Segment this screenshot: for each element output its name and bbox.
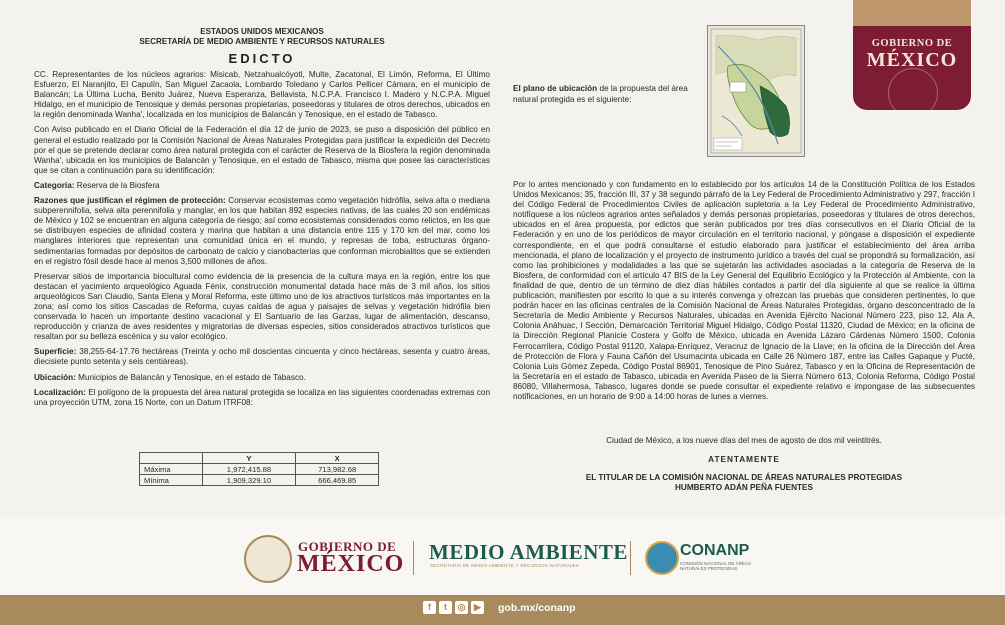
superficie-paragraph xyxy=(34,347,490,367)
footer-conanp-subtitle: COMISIÓN NACIONAL DE ÁREAS NATURALES PROTEGIDAS xyxy=(680,561,751,571)
footer-gobierno-line2: MÉXICO xyxy=(297,551,405,577)
twitter-icon[interactable]: t xyxy=(439,601,452,614)
ubicacion-paragraph xyxy=(34,373,490,383)
notice-paragraph: Con Aviso publicado en el Diario Oficial de la Federación el día 12 de junio de 2023, se puso a disposición del público en general el estudio realizado por la Comisión Nacional de Áreas Naturales Protegidas para justificar la expedición del Decreto por el que se pretende declarar como área natural protegida con el carácter de Reserva de la Biosfera la región denominada Wanha', ubicada en los municipios de Balancán y Tenosique, en el estado de Tabasco, misma que posee las características que se citan a continuación para su identificación: xyxy=(34,125,490,175)
table-cell: 1,909,329.10 xyxy=(202,475,296,486)
table-cell: 1,972,415.88 xyxy=(202,464,296,475)
right-column xyxy=(513,180,975,402)
table-header-cell: X xyxy=(296,453,379,464)
facebook-icon[interactable]: f xyxy=(423,601,436,614)
localizacion-paragraph xyxy=(34,388,490,408)
superficie-label: Superficie: xyxy=(34,347,77,357)
plano-text: de la propuesta del área natural protegida es el siguiente: xyxy=(513,84,688,104)
map-illustration xyxy=(708,26,804,156)
badge-line2: MÉXICO xyxy=(866,49,958,71)
table-row xyxy=(140,475,379,486)
signatory-title: EL TITULAR DE LA COMISIÓN NACIONAL DE ÁREAS NATURALES PROTEGIDAS xyxy=(585,473,903,482)
coordinates-table xyxy=(139,452,379,486)
table-header-cell xyxy=(140,453,203,464)
youtube-icon[interactable]: ▶ xyxy=(471,601,484,614)
table-cell: Mínima xyxy=(140,475,203,486)
footer-divider xyxy=(630,541,631,575)
razones-paragraph xyxy=(34,196,490,267)
document-header xyxy=(34,27,490,47)
badge-line1: GOBIERNO DE xyxy=(871,38,953,49)
signatory-name: HUMBERTO ADÁN PEÑA FUENTES xyxy=(675,483,813,492)
localizacion-value: El polígono de la propuesta del área natural protegida se localiza en las siguientes coordenadas extremas con una proyección UTM, zona 15 Norte, con un Datum ITRF08: xyxy=(34,387,490,407)
ubicacion-value: Municipios de Balancán y Tenosique, en el estado de Tabasco. xyxy=(75,372,306,382)
superficie-value: 38,255-64-17.76 hectáreas (Treinta y ocho mil doscientas cincuenta y cinco hectáreas, sesenta y cuatro áreas, diecisiete punto setenta y seis centiáreas). xyxy=(34,347,490,367)
table-cell: 666,469.85 xyxy=(296,475,379,486)
razones-value: Conservar ecosistemas como vegetación hidrófila, selva alta o mediana subperennifolia, selva alta perennifolia y manglar, en los que habitan 892 especies nativas, de las cuales 20 son endémicas de México y 102 se encuentran en alguna categoría de riesgo; así como ecosistemas considerados como relictos, en los que se distribuyen especies de afinidad costera y marina que habitan a una distancia entre 115 y 170 km del mar, como los manglares interiores que representan una comunidad única en el mundo, y represas de toba, estructuras órgano-sedimentarias formadas por depósitos de carbonato de calcio y cianobacterias que conforman microbialitos que se extienden en el registro fósil desde hace al menos 3,500 millones de años. xyxy=(34,196,490,266)
categoria-paragraph xyxy=(34,181,490,191)
addressees-paragraph: CC. Representantes de los núcleos agrarios: Misicab, Netzahualcóyotl, Multe, Zacatonal, El Limón, Reforma, El Último Esfuerzo, El Naranjito, El Capulín, San Miguel Zacaola, Lombardo Toledano y Carlos Pellicer Cámara, en el municipio de Balancán; La Última Lucha, Benito Juárez, Nueva Esperanza, Bellavista, N.C.P.A. Francisco I. Madero y N.C.P.A. Miguel Hidalgo, en el municipio de Tenosique y demás personas propietarias, poseedoras y titulares de otros derechos, ubicados en la región denominada Wanha', localizada en los municipios de Balancán y Tenosique, en el estado de Tabasco. xyxy=(34,70,490,120)
social-icons xyxy=(423,601,484,614)
plano-caption xyxy=(513,84,698,105)
footer-divider xyxy=(413,541,414,575)
table-row xyxy=(140,464,379,475)
footer-medio-ambiente-subtitle: SECRETARÍA DE MEDIO AMBIENTE Y RECURSOS NATURALES xyxy=(430,563,580,568)
location-map xyxy=(707,25,805,157)
document-title: EDICTO xyxy=(228,51,296,66)
closing-date: Ciudad de México, a los nueve días del mes de agosto de dos mil veintitrés. xyxy=(606,436,882,445)
social-url-link[interactable]: gob.mx/conanp xyxy=(498,602,576,614)
razones-label: Razones que justifican el régimen de protección: xyxy=(34,196,226,206)
conanp-logo-icon xyxy=(645,541,679,575)
categoria-label: Categoría: xyxy=(34,180,75,190)
legal-body-paragraph: Por lo antes mencionado y con fundamento en lo establecido por los artículos 14 de la Constitución Política de los Estados Unidos Mexicanos; 35, fracción III, 37 y 38 segundo párrafo de la Ley Federal de Procedimiento Administrativo y 297, fracción I del Código Federal de Procedimientos Civiles de aplicación supletoria a la Ley Federal de Procedimiento Administrativo, notifíquese a los núcleos agrarios antes señalados y demás personas propietarias, poseedoras y titulares de otros derechos, ubicados en el área propuesta, por edictos que serán publicados por tres días consecutivos en el Diario Oficial de la Federación y en uno de los periódicos de mayor circulación en el territorio nacional, y póngase a disposición el expediente correspondiente, en el que podrá consultarse el estudio elaborado para justificar el establecimiento del área arriba mencionada, el plano de localización y el proyecto de instrumento jurídico a través del cual se propondrá su formalización, así como las prohibiciones y modalidades a las que se sujetarán las actividades asociadas a la categoría de Reserva de la Biosfera, de conformidad con el artículo 47 BIS de la Ley General del Equilibrio Ecológico y la Protección al Ambiente, con la finalidad de que, dentro de un término de diez días hábiles contados a partir del día siguiente al que se realice la última publicación, manifiesten por escrito lo que a su interés convenga y ofrezcan las pruebas que consideren pertinentes, lo que podrán hacer en las oficinas centrales de la Comisión Nacional de Áreas Naturales Protegidas, órgano desconcentrado de la Secretaría de Medio Ambiente y Recursos Naturales, ubicadas en Avenida Ejército Nacional Número 223, piso 12, Ala A, Colonia Anáhuac, I Sección, Demarcación Territorial Miguel Hidalgo, Código Postal 11320, Ciudad de México; en la oficina de la Dirección Regional Planicie Costera y Golfo de México, ubicada en Avenida Lázaro Cárdenas Número 1500, Colonia Ferrocarrilera, Código Postal 91120, Xalapa-Enríquez, Veracruz de Ignacio de la Llave; en la oficina de la Dirección del Área de Protección de Flora y Fauna Cañón del Usumacinta ubicada en Calle 26 Número 187, entre las Calles Gapaque y Pucté, Colonia Luis Gómez Zepeda, Código Postal 86901, Tenosique de Pino Suárez, Tabasco y en la Oficina de Representación de la Secretaría en el estado de Tabasco, ubicada en Avenida Paseo de la Sierra Número 613, Colonia Reforma, Código Postal 86080, Villahermosa, Tabasco, lugares donde se puede consultar el expediente relativo e impongase de las subsecuentes notificaciones, en un horario de 9:00 a 14:00 horas de lunes a viernes. xyxy=(513,180,975,401)
ubicacion-label: Ubicación: xyxy=(34,372,76,382)
badge-ornament xyxy=(853,0,971,26)
plano-label: El plano de ubicación xyxy=(513,84,598,93)
left-column xyxy=(34,70,490,413)
closing-atentamente: ATENTAMENTE xyxy=(708,455,780,464)
localizacion-label: Localización: xyxy=(34,387,86,397)
categoria-value: Reserva de la Biosfera xyxy=(74,180,160,190)
instagram-icon[interactable]: ◎ xyxy=(455,601,468,614)
header-ministry: SECRETARÍA DE MEDIO AMBIENTE Y RECURSOS NATURALES xyxy=(139,37,385,46)
footer-conanp: CONANP xyxy=(680,542,750,559)
footer-gobierno-line1: GOBIERNO DE xyxy=(298,539,397,554)
table-header-row xyxy=(140,453,379,464)
preservar-paragraph: Preservar sitios de importancia biocultural como evidencia de la presencia de la cultura maya en la región, entre los que destacan el yacimiento arqueológico Aguada Fénix, construcción monumental datada hace más de 3 mil años, los sitios arqueológicos San Claudio, Santa Elena y Moral Reforma, este último uno de los atractivos turísticos más importantes en la zona; así como los sitios Cascadas de Reforma, cuyas caídas de agua y paisajes de selvas y vegetación hidrófila bien conservada lo hacen un importante destino vacacional y El Santuario de las Garzas, lugar de alimentación, descanso, reproducción y crianza de aves residentes y migratorias de diversas especies, sitios considerados atractivos turísticos que resaltan por su belleza escénica y su valor ecológico. xyxy=(34,271,490,342)
table-header-cell: Y xyxy=(202,453,296,464)
eagle-seal-icon xyxy=(888,68,938,110)
table-cell: Máxima xyxy=(140,464,203,475)
table-cell: 713,982.68 xyxy=(296,464,379,475)
footer-medio-ambiente: MEDIO AMBIENTE xyxy=(429,540,628,564)
gobierno-mexico-badge xyxy=(853,0,971,110)
header-country: ESTADOS UNIDOS MEXICANOS xyxy=(200,27,324,36)
eagle-seal-icon xyxy=(244,535,292,583)
